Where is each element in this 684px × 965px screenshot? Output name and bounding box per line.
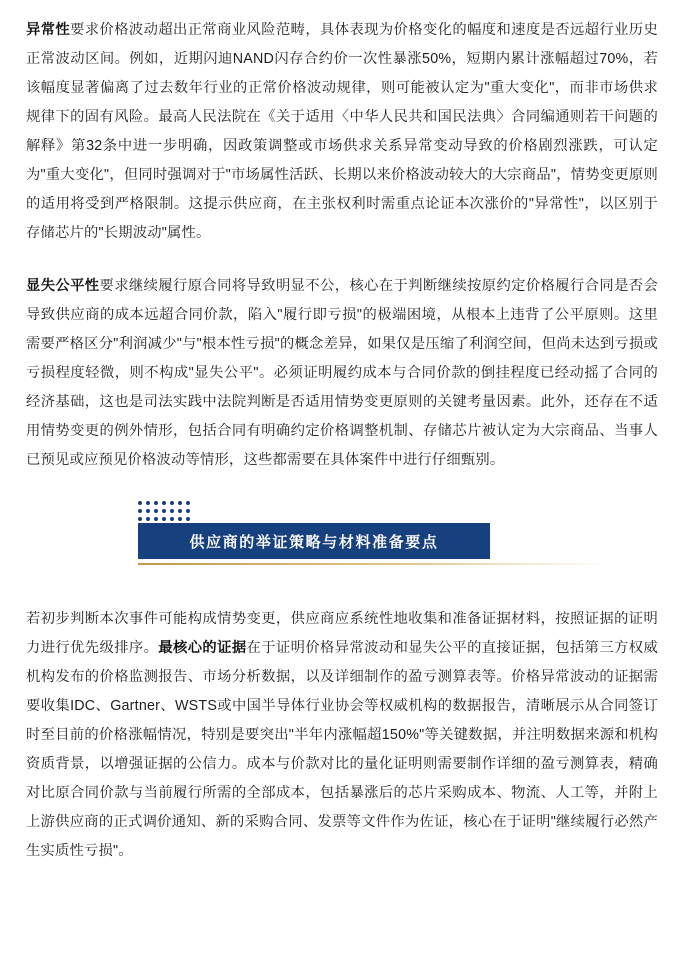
section-heading-bar <box>138 523 490 559</box>
evidence-segment-2: 最核心的证据 <box>158 640 247 656</box>
paragraph-abnormality <box>26 16 658 248</box>
paragraph-unfairness <box>26 272 658 475</box>
paragraph-body-abnormality: 要求价格波动超出正常商业风险范畴，具体表现为价格变化的幅度和速度是否远超行业历史正常波动区间。例如，近期闪迪NAND闪存合约价一次性暴涨50%，短期内累计涨幅超过70%，若该幅度显著偏离了过去数年行业的正常价格波动规律，则可能被认定为"重大变化"，而非市场供求规律下的固有风险。最高人民法院在《关于适用〈中华人民共和国民法典〉合同编通则若干问题的解释》第32条中进一步明确，因政策调整或市场供求关系异常变动导致的价格剧烈涨跌，可认定为"重大变化"，但同时强调对于"市场属性活跃、长期以来价格波动较大的大宗商品"，情势变更原则的适用将受到严格限制。这提示供应商，在主张权利时需重点论证本次涨价的"异常性"，以区别于存储芯片的"长期波动"属性。 <box>26 22 658 241</box>
section-heading-title: 供应商的举证策略与材料准备要点 <box>189 533 439 551</box>
paragraph-evidence-strategy <box>26 605 658 866</box>
paragraph-lead-abnormality: 异常性 <box>26 22 71 38</box>
paragraph-body-unfairness: 要求继续履行原合同将导致明显不公，核心在于判断继续按原约定价格履行合同是否会导致供应商的成本远超合同价款，陷入"履行即亏损"的极端困境，从根本上违背了公平原则。这里需要严格区分"利润减少"与"根本性亏损"的概念差异，如果仅是压缩了利润空间，但尚未达到亏损或亏损程度轻微，则不构成"显失公平"。必须证明履约成本与合同价款的倒挂程度已经动摇了合同的经济基础，这也是司法实践中法院判断是否适用情势变更原则的关键考量因素。此外，还存在不适用情势变更的例外情形，包括合同有明确约定价格调整机制、存储芯片被认定为大宗商品、当事人已预见或应预见价格波动等情形，这些都需要在具体案件中进行仔细甄别。 <box>26 278 658 468</box>
section-heading-block <box>26 501 658 575</box>
paragraph-lead-unfairness: 显失公平性 <box>26 278 100 294</box>
evidence-segment-3: 在于证明价格异常波动和显失公平的直接证据，包括第三方权威机构发布的价格监测报告、市场分析数据，以及详细制作的盈亏测算表等。价格异常波动的证据需要收集IDC、Gartner、WSTS或中国半导体行业协会等权威机构的数据报告，清晰展示从合同签订时至目前的价格涨幅情况，特别是要突出"半年内涨幅超150%"等关键数据，并注明数据来源和机构资质背景，以增强证据的公信力。成本与价款对比的量化证明则需要制作详细的盈亏测算表，精确对比原合同价款与当前履行所需的全部成本，包括暴涨后的芯片采购成本、物流、人工等，并附上上游供应商的正式调价通知、新的采购合同、发票等文件作为佐证，核心在于证明"继续履行必然产生实质性亏损"。 <box>26 640 658 859</box>
evidence-segment-1: 若初步判断本次事件可能构成情势变更，供应商应系统性地收集和准备证据材料，按照证据的证明力进行优先级排序。 <box>26 611 658 656</box>
section-heading-rule <box>138 563 608 565</box>
